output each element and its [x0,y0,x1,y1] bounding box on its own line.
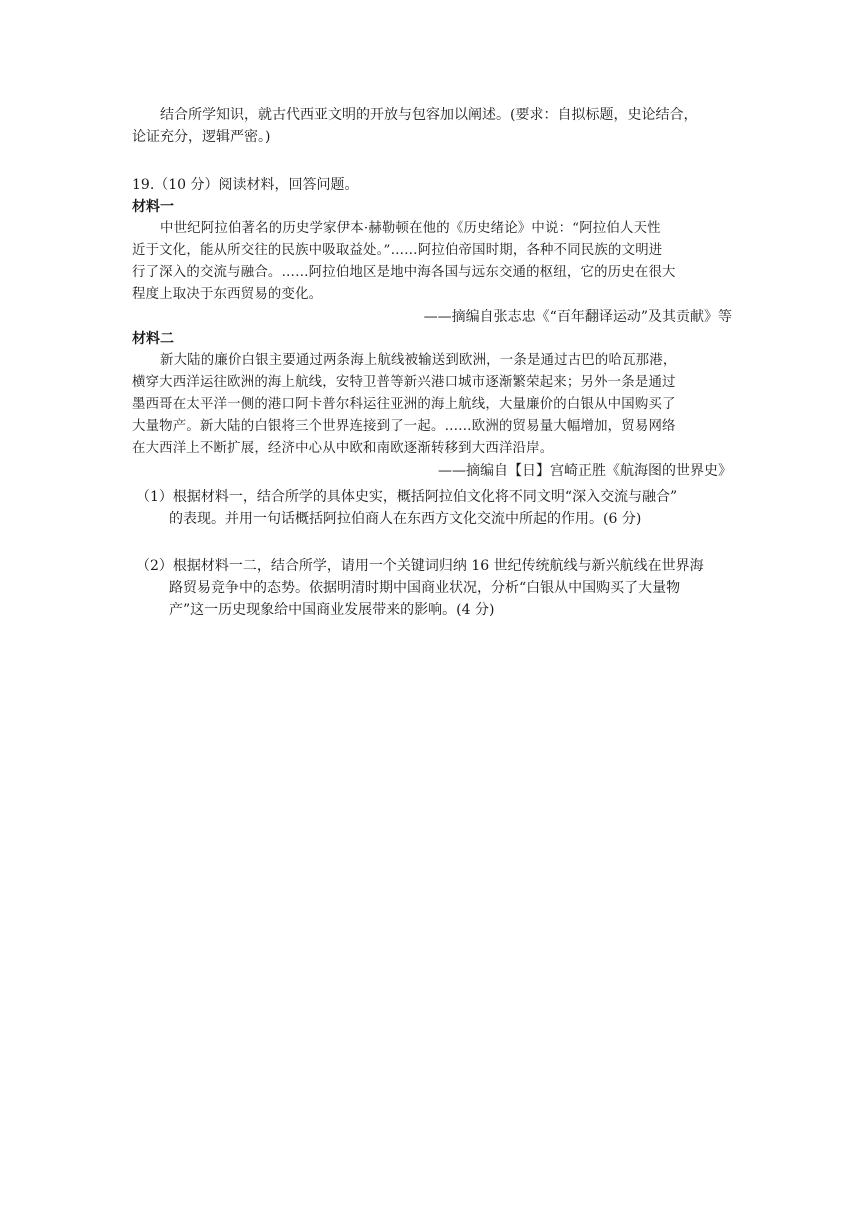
material-2-line: 新大陆的廉价白银主要通过两条海上航线被输送到欧洲，一条是通过古巴的哈瓦那港， [160,353,677,368]
material-2-label: 材料二 [132,331,174,347]
material-1-line: 行了深入的交流与融合。……阿拉伯地区是地中海各国与远东交通的枢纽，它的历史在很大 [132,265,676,280]
sub-question-2-line: 产”这一历史现象给中国商业发展带来的影响。(4 分) [169,602,495,618]
intro-line-1: 结合所学知识，就古代西亚文明的开放与包容加以阐述。(要求：自拟标题，史论结合， [160,107,698,123]
intro-line-2: 论证充分，逻辑严密。) [132,129,271,145]
sub-question-2 [136,555,732,621]
sub-question-1 [136,486,732,530]
material-1-text [132,218,732,306]
material-2-line: 在大西洋上不断扩展，经济中心从中欧和南欧逐渐转移到大西洋沿岸。 [132,441,554,456]
question-19 [132,174,732,482]
material-1-label: 材料一 [132,199,174,215]
sub-question-1-line: 的表现。并用一句话概括阿拉伯商人在东西方文化交流中所起的作用。(6 分) [169,511,642,527]
material-1-source: ——摘编自张志忠《“百年翻译运动”及其贡献》等 [423,309,732,325]
material-2-text [132,350,732,460]
intro-paragraph [132,104,732,148]
material-1-line: 程度上取决于东西贸易的变化。 [132,287,323,302]
material-2-line: 大量物产。新大陆的白银将三个世界连接到了一起。……欧洲的贸易量大幅增加，贸易网络 [132,419,676,434]
sub-question-2-line: （2）根据材料一二，结合所学，请用一个关键词归纳 16 世纪传统航线与新兴航线在世界海 [136,558,704,574]
material-1-line: 中世纪阿拉伯著名的历史学家伊本·赫勒顿在他的《历史绪论》中说：“阿拉伯人天性 [160,221,661,236]
material-2-source: ——摘编自【日】宫崎正胜《航海图的世界史》 [438,463,732,479]
question-heading: 19.（10 分）阅读材料，回答问题。 [132,177,359,193]
material-2-line: 横穿大西洋运往欧洲的海上航线，安特卫普等新兴港口城市逐渐繁荣起来；另外一条是通过 [132,375,676,390]
sub-question-1-line: （1）根据材料一，结合所学的具体史实，概括阿拉伯文化将不同文明“深入交流与融合” [136,489,678,505]
material-2-line: 墨西哥在太平洋一侧的港口阿卡普尔科运往亚洲的海上航线，大量廉价的白银从中国购买了 [132,397,676,412]
sub-question-2-line: 路贸易竞争中的态势。依据明清时期中国商业状况，分析“白银从中国购买了大量物 [169,580,681,596]
material-1-line: 近于文化，能从所交往的民族中吸取益处。”……阿拉伯帝国时期，各种不同民族的文明进 [132,243,663,258]
